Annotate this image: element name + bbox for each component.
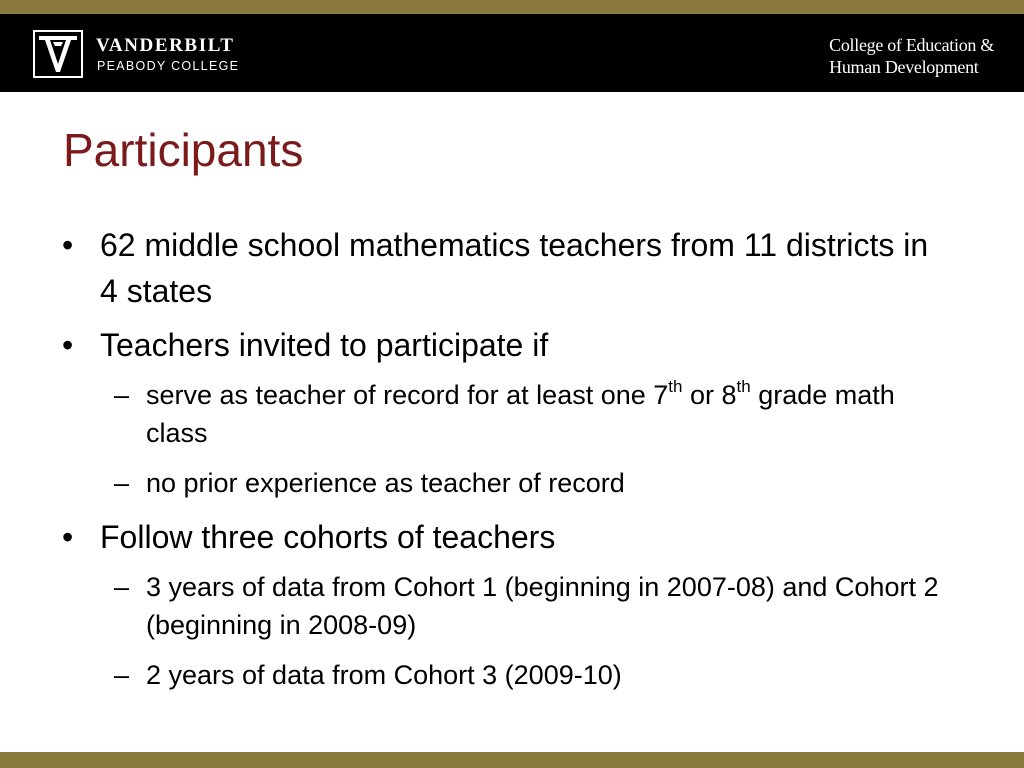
logo-wordmark: VANDERBILT bbox=[96, 35, 235, 56]
bullet-1 bbox=[0, 222, 1024, 314]
bullet-3 bbox=[0, 514, 1024, 560]
sub-bullet-2-1-text: serve as teacher of record for at least one 7th or 8th grade math class bbox=[146, 377, 895, 448]
dash-icon: – bbox=[114, 468, 130, 498]
dash-icon: – bbox=[114, 660, 130, 690]
sub-bullet-3-1 bbox=[0, 568, 1024, 644]
college-name bbox=[829, 34, 994, 78]
top-accent-band bbox=[0, 0, 1024, 14]
sub-bullet-3-1-text: 3 years of data from Cohort 1 (beginning in 2007-08) and Cohort 2 (beginning in 2008-09) bbox=[146, 572, 939, 640]
sub-bullet-3-2-text: 2 years of data from Cohort 3 (2009-10) bbox=[146, 660, 622, 690]
bullet-2 bbox=[0, 322, 1024, 368]
bullet-dot-icon: • bbox=[62, 327, 74, 363]
bullet-1-text: 62 middle school mathematics teachers from 11 districts in 4 states bbox=[100, 227, 929, 309]
dash-icon: – bbox=[114, 380, 130, 410]
sub-bullet-2-2 bbox=[0, 464, 1024, 502]
college-name-line2: Human Development bbox=[829, 57, 979, 77]
bullet-3-text: Follow three cohorts of teachers bbox=[100, 519, 556, 555]
college-name-line1: College of Education & bbox=[829, 35, 994, 55]
sub-bullet-3-2 bbox=[0, 656, 1024, 694]
logo-subtitle: PEABODY COLLEGE bbox=[97, 59, 240, 73]
bullet-dot-icon: • bbox=[62, 519, 74, 555]
bullet-2-text: Teachers invited to participate if bbox=[100, 327, 549, 363]
header-bar bbox=[0, 14, 1024, 92]
bottom-accent-band bbox=[0, 752, 1024, 768]
vanderbilt-logo-icon bbox=[33, 30, 83, 78]
slide-content bbox=[0, 222, 1024, 706]
slide-title: Participants bbox=[63, 124, 304, 176]
bullet-dot-icon: • bbox=[62, 227, 74, 263]
dash-icon: – bbox=[114, 572, 130, 602]
sub-bullet-2-2-text: no prior experience as teacher of record bbox=[146, 468, 625, 498]
sub-bullet-2-1 bbox=[0, 376, 1024, 452]
